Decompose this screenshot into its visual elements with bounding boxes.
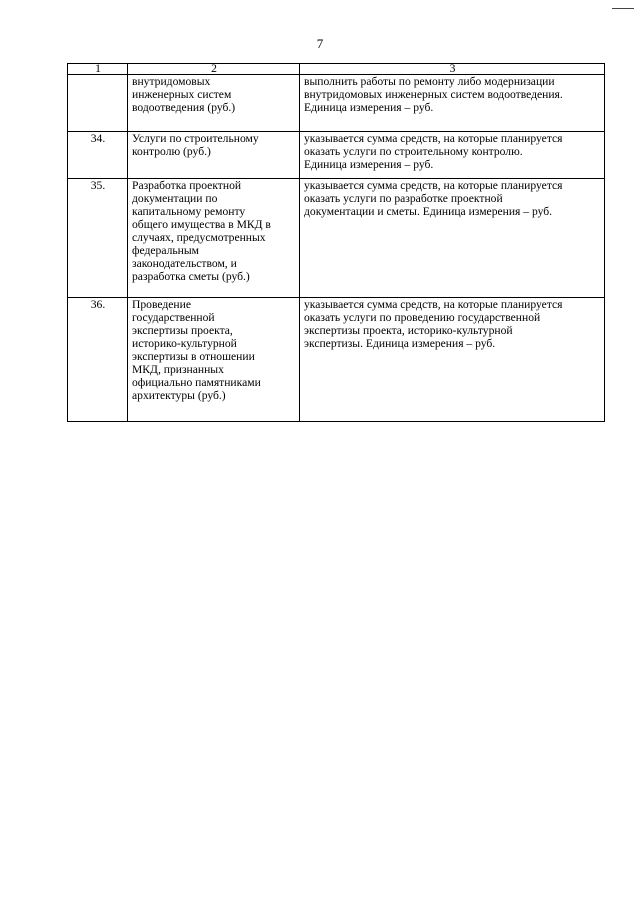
- table-body: [68, 64, 605, 422]
- row-number: [68, 75, 128, 132]
- item-name-line: водоотведения (руб.): [132, 101, 236, 114]
- description-line: выполнить работы по ремонту либо модернизации: [304, 75, 555, 88]
- item-name-line: экспертизы проекта,: [132, 324, 233, 337]
- row-number: 36.: [68, 298, 128, 422]
- item-name-line: внутридомовых: [132, 75, 211, 88]
- description-line: оказать услуги по проведению государственной: [304, 311, 541, 324]
- item-name-line: историко-культурной: [132, 337, 237, 350]
- table-row: [68, 298, 605, 422]
- description-line: указывается сумма средств, на которые планируется: [304, 298, 563, 311]
- description-line: Единица измерения – руб.: [304, 158, 434, 171]
- column-header-3: 3: [300, 64, 605, 75]
- item-name-line: Проведение: [132, 298, 191, 311]
- item-name-line: законодательством, и: [132, 257, 237, 270]
- item-name-line: разработка сметы (руб.): [132, 270, 250, 283]
- description-line: оказать услуги по строительному контролю.: [304, 145, 523, 158]
- row-description: [300, 75, 605, 132]
- description-line: внутридомовых инженерных систем водоотведения.: [304, 88, 563, 101]
- table-row: [68, 75, 605, 132]
- row-item-name: [128, 132, 300, 179]
- description-line: документации и сметы. Единица измерения – руб.: [304, 205, 553, 218]
- description-line: экспертизы. Единица измерения – руб.: [304, 337, 496, 350]
- row-description: [300, 132, 605, 179]
- table-row: [68, 132, 605, 179]
- item-name-line: инженерных систем: [132, 88, 232, 101]
- corner-mark: [612, 8, 634, 9]
- row-number: 35.: [68, 179, 128, 298]
- description-line: экспертизы проекта, историко-культурной: [304, 324, 513, 337]
- column-header-1: 1: [68, 64, 128, 75]
- row-item-name: [128, 298, 300, 422]
- row-description: [300, 179, 605, 298]
- item-name-line: капитальному ремонту: [132, 205, 246, 218]
- description-line: оказать услуги по разработке проектной: [304, 192, 503, 205]
- item-name-line: экспертизы в отношении: [132, 350, 255, 363]
- data-table: [67, 63, 605, 422]
- item-name-line: общего имущества в МКД в: [132, 218, 271, 231]
- item-name-line: официально памятниками: [132, 376, 261, 389]
- item-name-line: Разработка проектной: [132, 179, 242, 192]
- row-item-name: [128, 179, 300, 298]
- row-number: 34.: [68, 132, 128, 179]
- column-header-2: 2: [128, 64, 300, 75]
- item-name-line: государственной: [132, 311, 215, 324]
- item-name-line: МКД, признанных: [132, 363, 224, 376]
- item-name-line: случаях, предусмотренных: [132, 231, 266, 244]
- description-line: указывается сумма средств, на которые планируется: [304, 132, 563, 145]
- page-number: 7: [316, 36, 324, 51]
- item-name-line: Услуги по строительному: [132, 132, 259, 145]
- row-item-name: [128, 75, 300, 132]
- description-line: указывается сумма средств, на которые планируется: [304, 179, 563, 192]
- item-name-line: федеральным: [132, 244, 199, 257]
- item-name-line: архитектуры (руб.): [132, 389, 226, 402]
- description-line: Единица измерения – руб.: [304, 101, 434, 114]
- item-name-line: документации по: [132, 192, 218, 205]
- table-header-row: [68, 64, 605, 75]
- table-row: [68, 179, 605, 298]
- row-description: [300, 298, 605, 422]
- item-name-line: контролю (руб.): [132, 145, 211, 158]
